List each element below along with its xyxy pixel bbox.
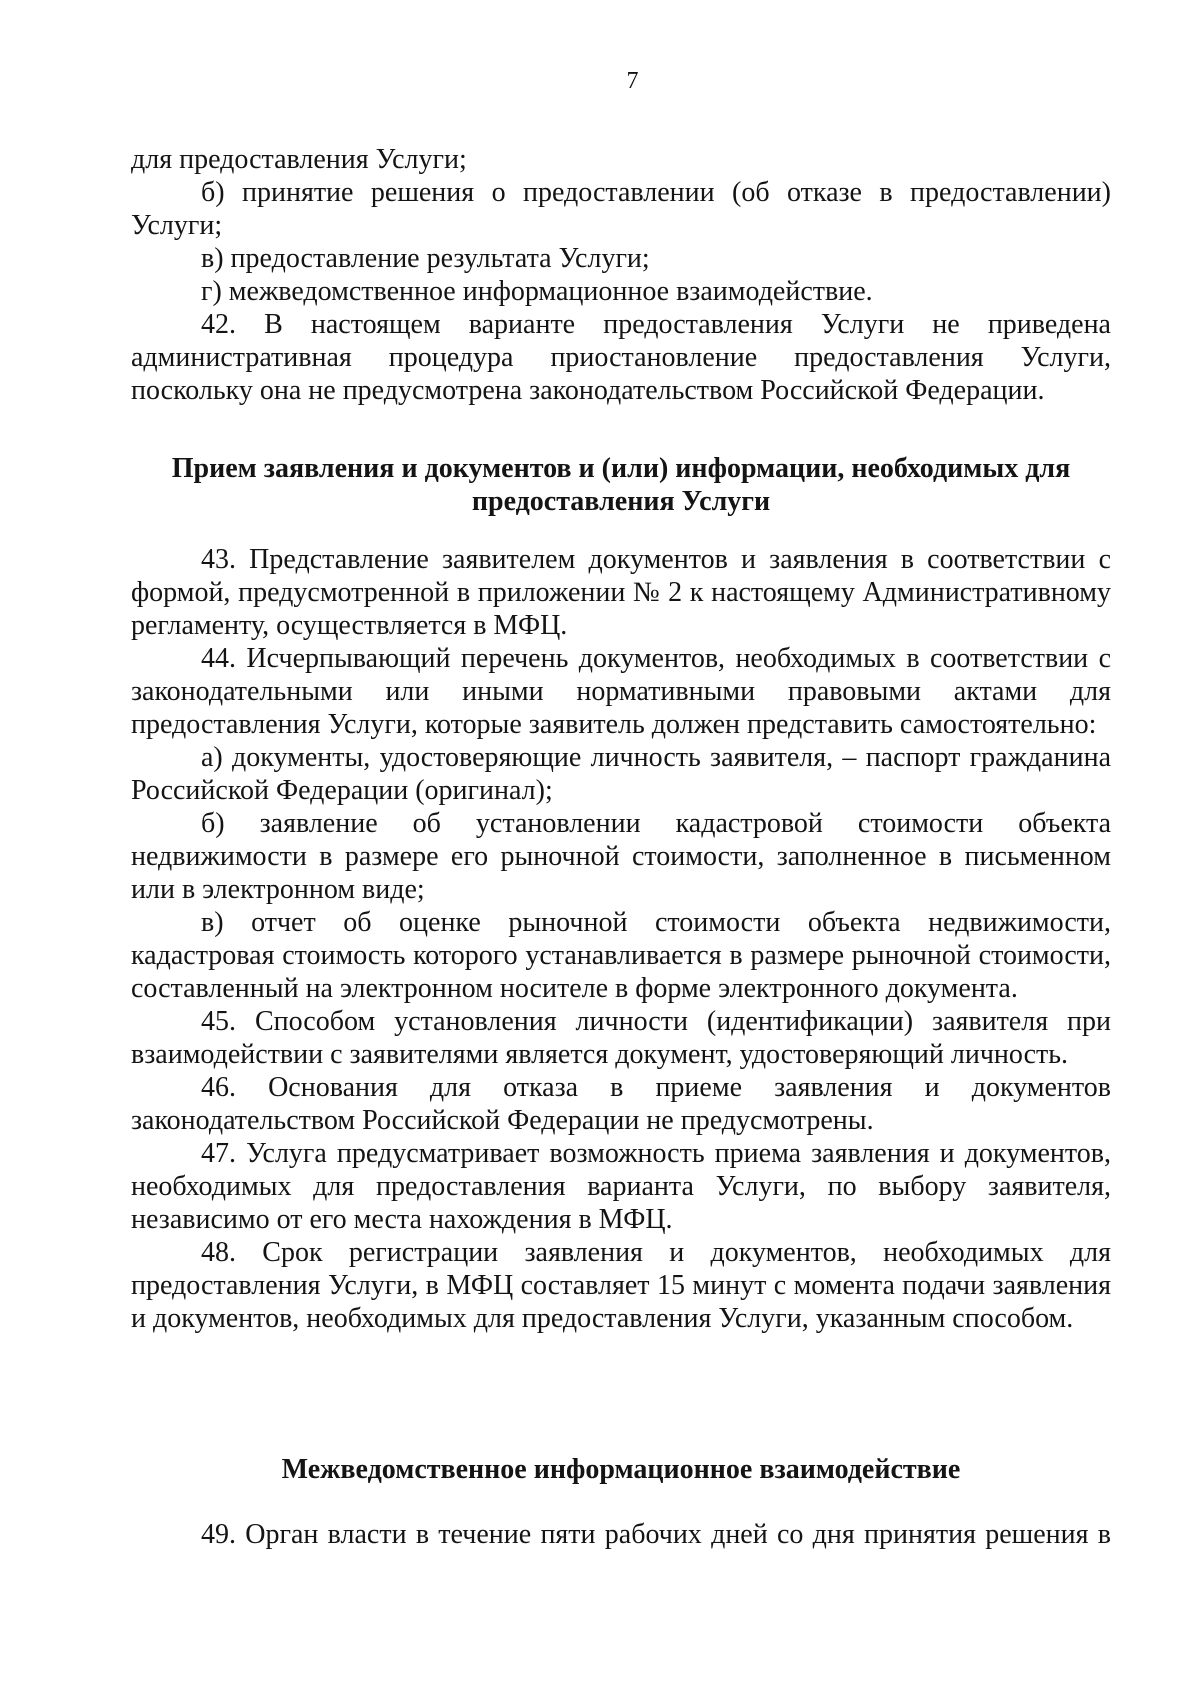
paragraph: б) принятие решения о предоставлении (об отказе в предоставлении) Услуги; [131,177,1111,241]
paragraph: 48. Срок регистрации заявления и документов, необходимых для предоставления Услуги, в МФЦ составляет 15 минут с момента подачи заявления и документов, необходимых для предоставления Услуги, указанным способом. [131,1237,1111,1334]
paragraph: г) межведомственное информационное взаимодействие. [201,276,873,307]
paragraph: для предоставления Услуги; [131,144,467,175]
section-heading: Межведомственное информационное взаимодействие [281,1454,961,1485]
paragraph: 44. Исчерпывающий перечень документов, необходимых в соответствии с законодательными или иными нормативными правовыми актами для предоставления Услуги, которые заявитель должен представить самостоятельно: [131,643,1111,740]
page-number: 7 [626,68,639,94]
paragraph: 47. Услуга предусматривает возможность приема заявления и документов, необходимых для предоставления варианта Услуги, по выбору заявителя, независимо от его места нахождения в МФЦ. [131,1138,1111,1235]
paragraph: в) предоставление результата Услуги; [201,243,650,274]
paragraph: 49. Орган власти в течение пяти рабочих дней со дня принятия решения в [201,1519,1111,1550]
paragraph: 45. Способом установления личности (идентификации) заявителя при взаимодействии с заявителями является документ, удостоверяющий личность. [131,1006,1111,1070]
text-block-bottom [131,1518,1111,1551]
paragraph: б) заявление об установлении кадастровой стоимости объекта недвижимости в размере его рыночной стоимости, заполненное в письменном или в электронном виде; [131,808,1111,905]
paragraph: 43. Представление заявителем документов и заявления в соответствии с формой, предусмотренной в приложении № 2 к настоящему Административному регламенту, осуществляется в МФЦ. [131,544,1111,641]
paragraph: 42. В настоящем варианте предоставления Услуги не приведена административная процедура приостановление предоставления Услуги, поскольку она не предусмотрена законодательством Российской Федерации. [131,309,1111,406]
paragraph: а) документы, удостоверяющие личность заявителя, – паспорт гражданина Российской Федерации (оригинал); [131,742,1111,806]
section-heading: Прием заявления и документов и (или) информации, необходимых для предоставления Услуги [171,453,1071,517]
text-block-mid [131,543,1111,1335]
paragraph: в) отчет об оценке рыночной стоимости объекта недвижимости, кадастровая стоимость которого устанавливается в размере рыночной стоимости, составленный на электронном носителе в форме электронного документа. [131,907,1111,1004]
paragraph: 46. Основания для отказа в приеме заявления и документов законодательством Российской Федерации не предусмотрены. [131,1072,1111,1136]
text-block-top [131,143,1111,407]
